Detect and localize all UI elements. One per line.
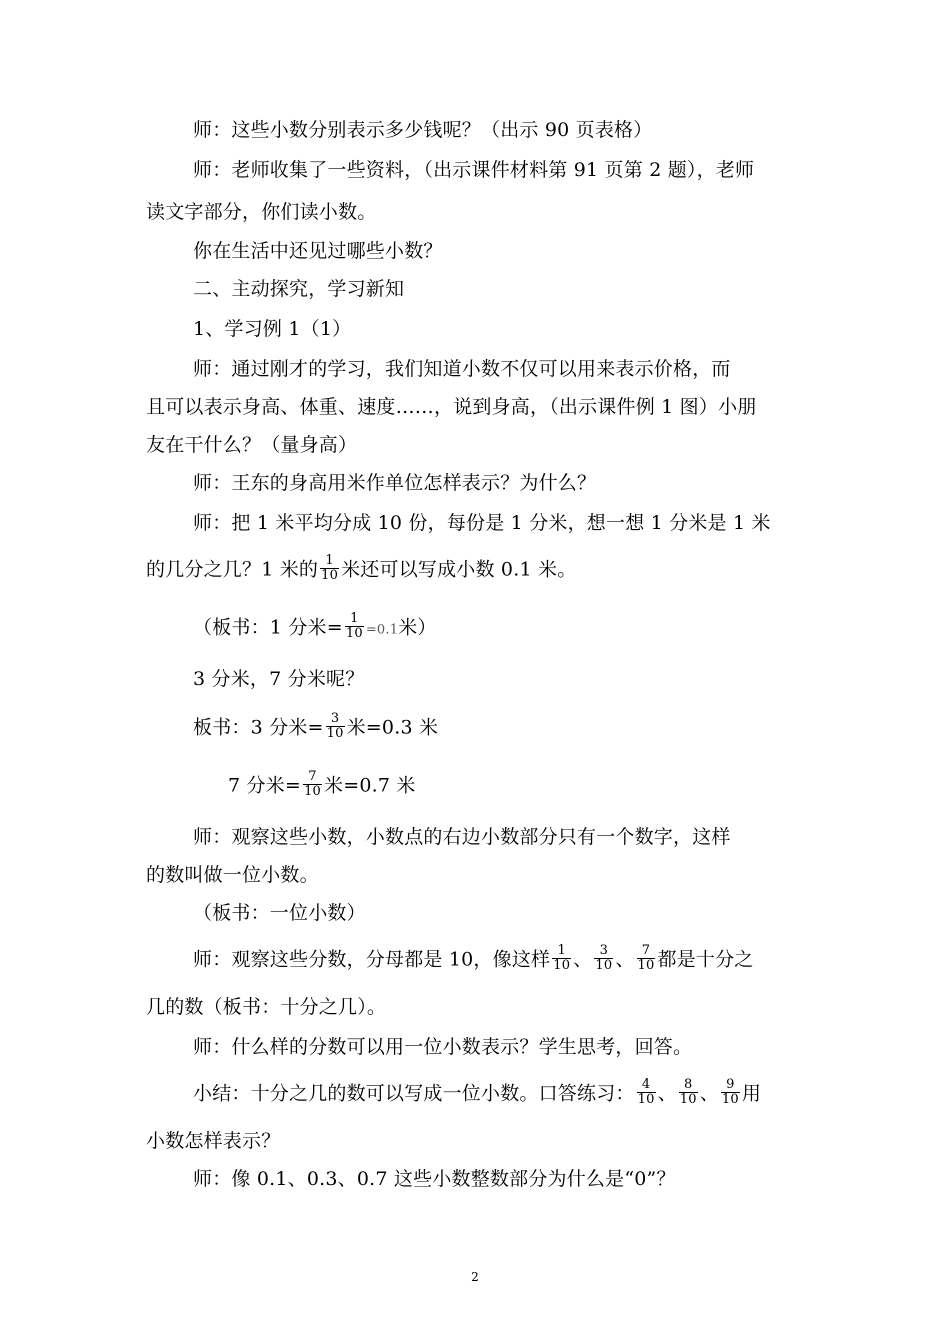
paragraph-line: 你在生活中还见过哪些小数？ (193, 240, 443, 262)
fraction-numerator: 3 (330, 711, 340, 726)
subsection-heading: 1、学习例 1（1） (193, 318, 352, 340)
paragraph-line: 师：像 0.1、0.3、0.7 这些小数整数部分为什么是“0”？ (193, 1168, 676, 1190)
text-run: 小结：十分之几的数可以写成一位小数。口答练习： (193, 1082, 635, 1105)
paragraph-line: 师：把 1 米平均分成 10 份，每份是 1 分米，想一想 1 分米是 1 米 (193, 512, 771, 534)
board-note-line: （板书：一位小数） (193, 902, 366, 924)
fraction-denominator: 10 (345, 626, 363, 641)
fraction-one-tenth (320, 554, 339, 583)
paragraph-line: 友在干什么？（量身高） (146, 434, 358, 456)
fraction-denominator: 10 (637, 958, 655, 973)
fraction-numerator: 1 (350, 611, 359, 626)
fraction-seven-tenths (303, 770, 322, 799)
fraction-three-tenths (594, 944, 613, 973)
paragraph-line: 师：通过刚才的学习，我们知道小数不仅可以用来表示价格，而 (193, 358, 731, 380)
fraction-numerator: 7 (641, 943, 651, 958)
fraction-three-tenths (326, 712, 345, 741)
paragraph-line (146, 553, 577, 585)
fraction-one-tenth (345, 612, 364, 641)
paragraph-line: 且可以表示身高、体重、速度……，说到身高，（出示课件例 1 图）小朋 (146, 396, 757, 418)
text-run: 师：观察这些分数，分母都是 10，像这样 (193, 948, 551, 971)
text-run: 用 (741, 1082, 762, 1105)
paragraph-line: 师：观察这些小数，小数点的右边小数部分只有一个数字，这样 (193, 826, 731, 848)
fraction-numerator: 3 (599, 943, 609, 958)
fraction-denominator: 10 (721, 1092, 739, 1107)
fraction-numerator: 1 (557, 943, 566, 958)
text-run: 的几分之几？1 米的 (146, 558, 319, 581)
fraction-denominator: 10 (637, 1092, 655, 1107)
board-note-line (228, 769, 416, 801)
fraction-numerator: 8 (684, 1077, 693, 1092)
fraction-nine-tenths (721, 1078, 740, 1107)
text-run: 、 (573, 948, 593, 971)
paragraph-line: 师：这些小数分别表示多少钱呢？（出示 90 页表格） (193, 119, 653, 141)
fraction-four-tenths (637, 1078, 656, 1107)
fraction-numerator: 1 (325, 553, 334, 568)
fraction-denominator: 10 (304, 784, 322, 799)
fraction-denominator: 10 (553, 958, 571, 973)
text-run: 米=0.3 米 (346, 716, 439, 739)
fraction-denominator: 10 (326, 726, 344, 741)
text-run: 、 (657, 1082, 677, 1105)
fraction-numerator: 9 (726, 1077, 735, 1092)
fraction-one-tenth (552, 944, 571, 973)
page-number: 2 (471, 1270, 479, 1284)
paragraph-line: 师：老师收集了一些资料，（出示课件材料第 91 页第 2 题），老师 (193, 159, 755, 181)
text-run: 板书：3 分米= (193, 716, 324, 739)
fraction-numerator: 4 (641, 1077, 651, 1092)
text-run: 都是十分之 (657, 948, 754, 971)
text-run: 米还可以写成小数 0.1 米。 (341, 558, 577, 581)
text-run: 米） (398, 616, 437, 639)
section-heading: 二、主动探究，学习新知 (193, 278, 405, 300)
text-run: 米=0.7 米 (324, 774, 416, 797)
paragraph-line: 读文字部分，你们读小数。 (146, 201, 377, 223)
paragraph-line (193, 1077, 762, 1109)
paragraph-line: 师：王东的身高用米作单位怎样表示？为什么？ (193, 472, 597, 494)
board-note-line (193, 611, 437, 644)
fraction-seven-tenths (637, 944, 656, 973)
text-run: 7 分米= (228, 774, 302, 797)
text-run: =0.1 (365, 622, 399, 638)
fraction-denominator: 10 (595, 958, 613, 973)
fraction-eight-tenths (679, 1078, 698, 1107)
text-run: 、 (699, 1082, 719, 1105)
paragraph-line: 师：什么样的分数可以用一位小数表示？学生思考，回答。 (193, 1036, 693, 1058)
paragraph-line: 小数怎样表示？ (146, 1130, 281, 1152)
paragraph-line: 的数叫做一位小数。 (146, 864, 319, 886)
fraction-denominator: 10 (321, 568, 339, 583)
paragraph-line: 几的数（板书：十分之几）。 (146, 996, 387, 1018)
text-run: 、 (615, 948, 635, 971)
board-note-line (193, 711, 439, 743)
paragraph-line: 3 分米，7 分米呢？ (193, 668, 365, 690)
fraction-numerator: 7 (308, 769, 317, 784)
text-run: （板书：1 分米= (193, 616, 343, 639)
fraction-denominator: 10 (679, 1092, 697, 1107)
paragraph-line (193, 943, 754, 975)
